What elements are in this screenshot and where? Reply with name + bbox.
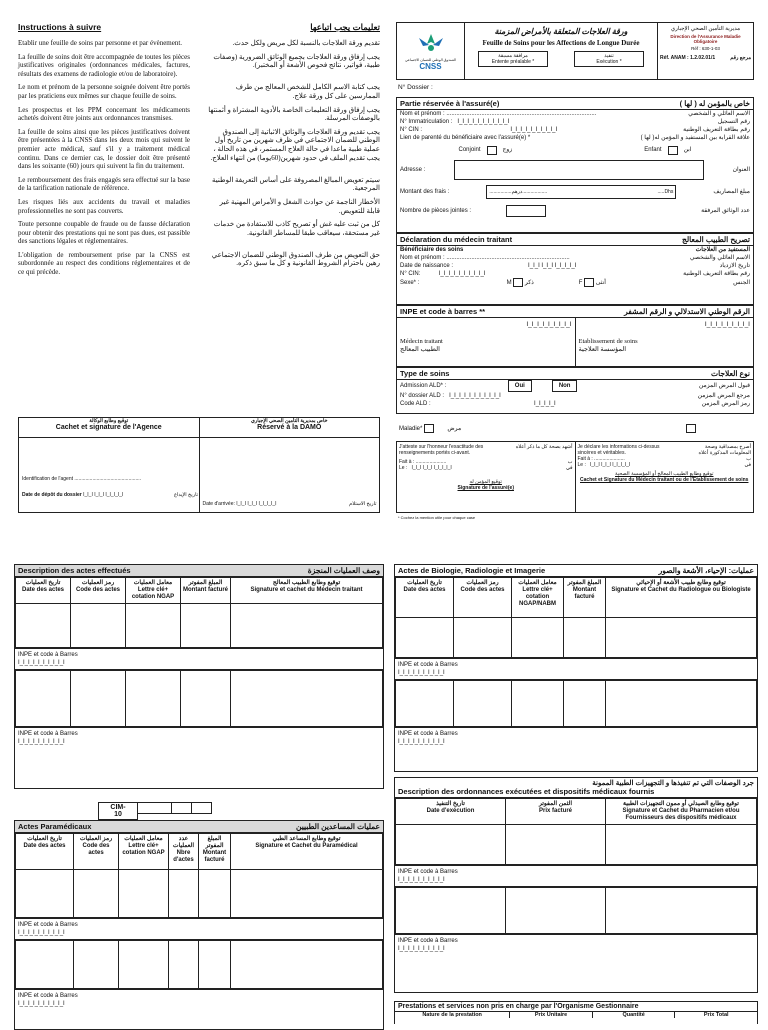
instruction-text-ar: الأخطار الناجمة عن حوادث الشغل و الأمراض المهنية غير قابلة للتعويض. (219, 197, 380, 215)
cim-field-2[interactable] (172, 802, 192, 814)
adresse-ar: العنوان (732, 167, 750, 173)
non-button[interactable]: Non (552, 380, 578, 392)
bio-table (395, 577, 757, 658)
sexe-ar: الجنس (733, 279, 750, 286)
deposit-label: Date de dépôt du dossier (22, 492, 82, 498)
inpe-etab-ar: المؤسسة العلاجية (578, 346, 627, 353)
instruction-text-ar: يجب إرفاق ورقة العلاجات بجميع الوثائق الضرورية (وصفات طبية، فواتير، نتائج فحوص الأشعة أو المختبر). (213, 52, 380, 70)
instructions-title-fr: Instructions à suivre (18, 22, 102, 32)
bio-col-date-ar: تاريخ العمليات (407, 580, 442, 586)
instruction-text-fr: Toute personne coupable de fraude ou de fausse déclaration pour obtenir des prestations qui ne sont pas dues, est passible des sanctions légales et réglementaires. (18, 220, 190, 246)
benef-label: Bénéficiaire des soins (400, 247, 464, 253)
type-soins-section: Type de soins نوع العلاجات Admission ALD* : Oui Non قبول المرض المزمن N° dossier ALD : I_I_I_I_I_I_I_I_I_I_I مرجع المرض المزمن Code ALD : I_I_I_I_I رمز المرض المزمن (396, 367, 754, 414)
arrival-label: Date d'arrivée: (202, 501, 235, 507)
attest-le-ar-2: في (744, 462, 751, 468)
bio-col-lettre-ar: معامل العمليات (518, 580, 557, 586)
naissance-label: Date de naissance : (400, 263, 454, 269)
table-row[interactable] (16, 671, 383, 727)
actes-inpe-1 (15, 648, 383, 670)
para-inpe-1 (15, 918, 383, 940)
agency-left-fr: Cachet et signature de l'Agence (55, 424, 162, 431)
bio-col-sig-fr: Signature et Cachet du Radiologue ou Biologiste (611, 587, 751, 593)
barcode: I_I_I_I_I_I_I_I_I_I (398, 739, 445, 745)
instruction-item (18, 251, 380, 277)
maladie-right-checkbox[interactable] (686, 424, 696, 433)
admission-label: Admission ALD* : (400, 383, 447, 389)
para-col-code-ar: رمز العمليات (79, 836, 113, 842)
prestations-section (394, 1001, 758, 1024)
montant-label: Montant des frais : (400, 189, 450, 195)
arrival-label-ar: تاريخ الاستلام (349, 501, 377, 507)
para-col-date-ar: تاريخ العمليات (27, 836, 62, 842)
table-row[interactable] (16, 604, 383, 648)
sexe-f-ar: أنثى (595, 280, 606, 287)
adresse-label: Adresse : (400, 167, 426, 173)
bio-inpe-2 (395, 727, 757, 748)
actes-col-montant-ar: المبلغ المفوتر (188, 580, 223, 586)
pieces-field[interactable] (506, 205, 546, 217)
ord-col-prix-ar: الثمن المفوتر (538, 801, 573, 807)
medecin-title-fr: Déclaration du médecin traitant (400, 235, 513, 244)
actes-col-lettre-fr: Lettre clé+ cotation NGAP (131, 587, 175, 600)
attest-right-fr: Je déclare les informations ci-dessus sincères et véritables. (577, 444, 660, 456)
para-col-sig-fr: Signature et Cachet du Paramédical (255, 843, 358, 849)
instruction-text-ar: تقديم ورقة العلاجات بالنسبة لكل مريض ولكل حدث. (232, 39, 380, 47)
actes-title-fr: Description des actes effectués (18, 566, 131, 575)
bio-title-fr: Actes de Biologie, Radiologie et Imagerie (398, 566, 546, 575)
instruction-text-fr: Les prospectus et les PPM concernant les médicaments achetés doivent être joints aux ordonnances transmises. (18, 105, 190, 123)
cim-field-3[interactable] (192, 802, 212, 814)
para-col-montant-fr: Montant facturé (202, 850, 227, 863)
barcode: I_I_I_I_I_I_I_I_I_I (18, 1001, 65, 1007)
bio-col-code-ar: رمز العمليات (466, 580, 499, 586)
attest-fait-ar-2: ب (746, 456, 751, 462)
para-section (14, 820, 384, 1030)
para-inpe-2 (15, 989, 383, 1010)
sexe-m-ar: ذكر (524, 280, 534, 287)
sexe-label: Sexe* : (400, 279, 420, 286)
attest-le: Le : (399, 465, 408, 471)
adresse-field[interactable] (454, 160, 704, 180)
para-col-nbre-fr: Nbre d'actes (173, 850, 194, 863)
form-header (396, 22, 754, 80)
ordonnances-title-ar: جرد الوصفات التي تم تنفيذها و التجهيزات الطبية الممونة (592, 780, 754, 787)
med-nom-ar: الاسم العائلي والشخصي (689, 255, 750, 261)
instruction-item (18, 220, 380, 246)
assure-nom-label: Nom et prénom (400, 111, 442, 117)
instruction-text-ar: حق التعويض من طرف الصندوق الوطني للضمان الاجتماعي رهين باحترام الشروط القانونية و كل ما سبق ذكره. (211, 250, 380, 268)
benef-ar: المستفيد من العلاجات (695, 247, 750, 253)
para-title-fr: Actes Paramédicaux (18, 822, 92, 831)
instruction-text-fr: Etablir une feuille de soins par personne et par évènement. (18, 39, 183, 47)
bio-col-montant-ar: المبلغ المفوتر (567, 580, 602, 586)
barcode: I_I_I_I_I_I_I_I_I_I (18, 739, 65, 745)
cim-label: CIM-10 (98, 802, 138, 820)
barcode: I_I_I_I_I_I_I_I_I_I (18, 930, 65, 936)
attest-left-ar: أشهد بصحة كل ما ذكر أعلاه (515, 444, 573, 450)
option-execution[interactable] (574, 51, 644, 67)
pieces-label: Nombre de pièces jointes : (400, 208, 472, 214)
bio-col-date-fr: Date des actes (403, 587, 446, 593)
inpe-med-ar: الطبيب المعالج (400, 346, 440, 353)
medecin-title-ar: تصريح الطبيب المعالج (682, 235, 750, 244)
ref-code: Réf : 630-1-03 (691, 46, 720, 51)
actes-col-code-ar: رمز العمليات (81, 580, 115, 586)
para-col-montant-ar: المبلغ المفوتر (205, 836, 224, 849)
ref-anam-ar: مرجع رقم (730, 55, 751, 61)
assure-lien-label: Lien de parenté du bénéficiaire avec l'assuré(e) * (400, 135, 531, 141)
instruction-text-fr: La feuille de soins ainsi que les pièces justificatives doivent être présentées à la CNSS dans les deux mois qui suivent le premier acte médical, sauf s'il y a traitement médical continu. Dans ce dernier cas, le dossier doit être présenté dans les soixante (60) jours qui suivent la fin du traitement. (18, 127, 190, 171)
agency-box: توقيع وطابع الوكالة Cachet et signature de l'Agence خاص بمديرية التأمين الصحي الإجباري Réservé à la DAMO Identification de l'agent ................................................ Date de dépôt du dossier I_I_I I_I_I I_I_I_I_I تاريخ الإيداع Date d'arrivée: I_I_I I_I_I I_I_I_I_I تاريخ الاستلام (18, 417, 380, 513)
montant-ar: مبلغ المصاريف (713, 189, 750, 195)
type-soins-title-ar: نوع العلاجات (711, 369, 750, 378)
actes-col-code-fr: Code des actes (75, 587, 121, 593)
actes-col-sig-fr: Signature et cachet du Médecin traitant (250, 587, 363, 593)
barcode: I_I_I_I_I_I_I_I_I_I (18, 660, 65, 666)
instruction-text-ar: يجب تقديم ورقة العلاجات والوثائق الاثباتية إلى الصندوق الوطني للضمان الاجتماعي في ظرف شهرين من تاريخ أول عملية طبية ماعدا في حالة العلاج المستمر، في هذه الحالة ، يجب تقديم الملف في حدود شهرين(60يوما) من انتهاء العلاج. (210, 127, 380, 162)
inpe-section: INPE et code à barres ** الرقم الوطني الاستدلالي و الرقم المشفر I_I_I_I_I_I_I_I_I Médecin traitant الطبيب المعالج I_I_I_I_I_I_I_I_I Etablissement de soins المؤسسة العلاجية (396, 305, 754, 367)
instruction-text-fr: L'obligation de remboursement prise par la CNSS est subordonnée au respect des conditions réglementaires et de ce qui précède. (18, 250, 190, 277)
instruction-item (18, 53, 380, 79)
para-col-code-fr: Code des actes (82, 843, 110, 856)
code-ald-ar: رمز المرض المزمن (701, 401, 750, 407)
prest-col-prix-total: Prix Total (703, 1012, 729, 1018)
actes-table (15, 577, 383, 648)
assure-title-ar: خاص بالمؤمن له ( لها ) (679, 99, 750, 108)
attestation-section: J'atteste sur l'honneur l'exactitude des renseignements portés ci-avant. أشهد بصحة كل ما ذكر أعلاه Fait à : ...................... ب Le : I_I_I I_I_I I_I_I_I_I في توقيع المؤمن له Signature de l'assuré(e) Je déclare les informations ci-dessus sincères et véritables. أصرح بمصداقية وصحة المعلومات المذكورة أعلاه Fait à : ...................... ب Le : I_I_I I_I_I I_I_I_I_I في توقيع وطابع الطبيب المعالج أو المؤسسة الصحية Cachet et Signature du Médecin traitant ou de l'Etablissement de soins (396, 441, 754, 513)
instruction-text-ar: كل من ثبت عليه غش أو تصريح كاذب للاستفادة من خدمات غير مستحقة، سيعاقب طبقا للمساطر القانونية. (213, 220, 380, 237)
footnote: * Cochez la mention utile pour chaque case (398, 515, 476, 520)
inpe-label: INPE et code à Barres (18, 731, 78, 737)
actes-col-sig-ar: توقيع وطابع الطبيب المعالج (272, 580, 341, 586)
instruction-item (18, 39, 380, 48)
bio-inpe-1 (395, 658, 757, 680)
assure-section: Partie réservée à l'assuré(e) خاص بالمؤمن له ( لها ) Nom et prénom : .......................................................................................... الاسم العائلي و الشخصي N° Immatriculation : I_I_I_I_I_I_I_I_I_I_I رقم التسجيل N° CIN : I_I_I_I_I_I_I_I_I_I رقم بطاقة التعريف الوطنية Lien de parenté du bénéficiaire avec l'assuré(e) * علاقة القرابة بين المستفيد و المؤمن له( لها ) Conjoint زوج Enfant ابن Adresse : العنوان Montant des frais : ................درهم.................. .....Dhs مبلغ المصاريف Nombre de pièces jointes : عدد الوثائق المرفقة (396, 97, 754, 233)
instruction-item (18, 198, 380, 215)
inpe-label: INPE et code à Barres (18, 993, 78, 999)
instruction-item (18, 106, 380, 123)
bio-section (394, 564, 758, 772)
option-execution-fr: Exécution * (596, 59, 622, 65)
ordonnances-table-2 (395, 887, 757, 934)
attest-le-2: Le : (577, 462, 586, 468)
attest-fait-2: Fait à (577, 456, 591, 462)
para-col-lettre-fr: Lettre clé+ cotation NGAP (122, 843, 165, 856)
instruction-text-ar: يجب إرفاق ورقة التعليمات الخاصة بالأدوية المشتراة و أثمنتها بالوصفات المرسلة. (208, 105, 380, 123)
table-row[interactable] (396, 888, 757, 934)
inpe-title-ar: الرقم الوطني الاستدلالي و الرقم المشفر (624, 307, 750, 316)
option-entente-fr: Entente préalable * (491, 59, 535, 65)
dossier-label: N° Dossier : (398, 84, 433, 91)
option-entente-ar: مرافقة مسبقة (498, 53, 528, 59)
inpe-med-fr: Médecin traitant (400, 338, 443, 345)
ord-col-date-ar: تاريخ التنفيذ (436, 801, 465, 807)
table-row[interactable] (396, 681, 757, 727)
bio-col-code-fr: Code des actes (460, 587, 505, 593)
sig-right-ar: توقيع وطابع الطبيب المعالج أو المؤسسة الصحية (615, 471, 714, 477)
assure-cin-ar: رقم بطاقة التعريف الوطنية (683, 127, 750, 133)
inpe-label: INPE et code à Barres (18, 652, 78, 658)
prest-col-quantite: Quantité (593, 1012, 676, 1018)
form-title-ar: ورقة العلاجات المتعلقة بالأمراض المزمنة (494, 27, 628, 36)
actes-col-montant-fr: Montant facturé (183, 587, 228, 593)
med-nom-label: Nom et prénom (400, 255, 442, 261)
actes-section (14, 564, 384, 789)
bio-table-2 (395, 680, 757, 727)
assure-title-fr: Partie réservée à l'assuré(e) (400, 99, 500, 108)
inpe-etab-fr: Etablissement de soins (578, 338, 638, 345)
attest-left-fr: J'atteste sur l'honneur l'exactitude des renseignements portés ci-avant. (399, 444, 484, 456)
naissance-ar: تاريخ الازدياد (719, 263, 750, 269)
maladie-label: Maladie* (399, 426, 423, 433)
barcode: I_I_I_I_I_I_I_I_I_I (398, 877, 445, 883)
actes-col-lettre-ar: معامل العمليات (133, 580, 173, 586)
para-col-date-fr: Date des actes (23, 843, 66, 849)
attest-fait: Fait à (399, 459, 412, 465)
ord-inpe-2 (395, 934, 757, 955)
instruction-text-ar: يجب كتابة الاسم الكامل للشخص المعالج من طرف الممارسين على كل ورقة علاج. (235, 83, 380, 100)
cnss-logo-text: CNSS (419, 61, 442, 71)
para-title-ar: عمليات المساعدين الطبيين (296, 822, 380, 831)
assure-immat-label: N° Immatriculation : (400, 119, 453, 125)
maladie-row (396, 424, 754, 433)
sexe-f-checkbox[interactable] (584, 278, 594, 287)
pieces-ar: عدد الوثائق المرفقة (701, 208, 750, 214)
cim-field-1[interactable] (138, 802, 172, 814)
instruction-item (18, 128, 380, 171)
attest-le-ar: في (565, 465, 573, 471)
assure-cin-label: N° CIN : (400, 127, 423, 133)
option-execution-ar: تنفيذ (604, 53, 614, 59)
para-table (15, 833, 383, 918)
instruction-text-fr: Le remboursement des frais engagés sera effectué sur la base de la tarification nationale de référence. (18, 175, 190, 193)
dir-fr: Direction de l'Assurance Maladie Obligatoire (670, 34, 741, 44)
ordonnances-title-fr: Description des ordonnances exécutées et dispositifs médicaux fournis (398, 787, 655, 796)
actes-title-ar: وصف العمليات المنجزة (307, 566, 380, 575)
table-row[interactable] (396, 825, 757, 865)
bio-col-sig-ar: توقيع وطابع طبيب الأشعة أو الإحيائي (636, 580, 726, 586)
sig-left: Signature de l'assuré(e) (457, 485, 514, 491)
agent-id-label: Identification de l'agent (22, 476, 73, 482)
form-title-fr: Feuille de Soins pour les Affections de Longue Durée (482, 39, 640, 47)
instructions-panel (18, 22, 380, 417)
instruction-text-fr: La feuille de soins doit être accompagnée de toutes les pièces justificatives originales (ordonnances médicales, factures, résultats des examens de radiologie et/ou de laboratoire). (18, 52, 190, 78)
dhs-label: Dhs (664, 189, 674, 195)
sig-right: Cachet et Signature du Médecin traitant ou de l'Etablissement de soins (580, 477, 749, 483)
inpe-label: INPE et code à Barres (398, 869, 458, 875)
prest-col-nature: Nature de la prestation (395, 1012, 510, 1018)
para-table-2 (15, 940, 383, 989)
instruction-text-fr: Les risques liés aux accidents du travail et maladies professionnelles ne sont pas couverts. (18, 197, 190, 215)
sexe-m-checkbox[interactable] (513, 278, 523, 287)
inpe-label: INPE et code à Barres (398, 662, 458, 668)
agency-right-ar: خاص بمديرية التأمين الصحي الإجباري (250, 418, 328, 424)
inpe-label: INPE et code à Barres (18, 922, 78, 928)
cnss-logo-sub: الصندوق الوطني للضمان الاجتماعي (404, 57, 457, 62)
dossier-ald-label: N° dossier ALD : (400, 393, 445, 399)
ref-anam: Réf. ANAM : 1.2.02.01/1 (660, 55, 716, 61)
oui-button[interactable]: Oui (508, 380, 532, 392)
inpe-label: INPE et code à Barres (398, 938, 458, 944)
enfant-ar: ابن (683, 147, 692, 153)
enfant-checkbox[interactable] (668, 146, 678, 155)
actes-col-date-ar: تاريخ العمليات (25, 580, 61, 586)
maladie-checkbox[interactable] (424, 424, 434, 433)
instruction-text-ar: سيتم تعويض المبالغ المصروفة على أساس التعريفة الوطنية المرجعية. (212, 175, 380, 193)
medecin-section: Déclaration du médecin traitant تصريح الطبيب المعالج Bénéficiaire des soins المستفيد من العلاجات Nom et prénom : .......................................................................... الاسم العائلي والشخصي Date de naissance : I_I_I I_I_I I_I_I_I_I تاريخ الازدياد N° CIN: I_I_I_I_I_I_I_I_I_I رقم بطاقة التعريف الوطنية Sexe* : M ذكر F أنثى الجنس (396, 233, 754, 305)
ord-col-sig-ar: توقيع وطابع الصيدلي أو ممون التجهيزات الطبية (623, 801, 739, 807)
instructions-title-ar: تعليمات يجب اتباعها (310, 22, 380, 32)
sig-left-ar: توقيع المؤمن له (469, 479, 502, 485)
ord-col-prix-fr: Prix facturé (538, 808, 572, 814)
ordonnances-table (395, 798, 757, 865)
bio-title-ar: عمليات: الإحياء، الأشعة والصور (658, 566, 754, 575)
ord-inpe-1 (395, 865, 757, 887)
admission-ar: قبول المرض المزمن (698, 383, 750, 389)
cim-row (98, 802, 212, 820)
code-ald-label: Code ALD : (400, 401, 431, 407)
dirhams-ar: درهم (511, 189, 523, 195)
para-col-nbre-ar: عدد العمليات (172, 836, 195, 849)
deposit-label-ar: تاريخ الإيداع (174, 492, 198, 498)
maladie-ar: مرض (447, 426, 462, 433)
attest-fait-ar: ب (567, 459, 573, 465)
bio-col-lettre-fr: Lettre clé+ cotation NGAP/NABM (519, 587, 556, 607)
instruction-text-fr: Le nom et prénom de la personne soignée doivent être portés par les praticiens eux mêmes sur chaque feuille de soins. (18, 83, 190, 100)
table-row[interactable] (16, 870, 383, 918)
para-col-sig-ar: توقيع وطابع المساعد الطبي (272, 836, 341, 842)
agency-left-ar: توقيع وطابع الوكالة (89, 418, 129, 424)
dossier-ald-ar: مرجع المرض المزمن (697, 393, 750, 399)
assure-nom-ar: الاسم العائلي و الشخصي (688, 111, 750, 117)
conjoint-ar: زوج (502, 147, 513, 153)
attest-right-ar: أصرح بمصداقية وصحة المعلومات المذكورة أعلاه (698, 444, 751, 456)
conjoint-checkbox[interactable] (487, 146, 497, 155)
ord-col-sig-fr: Signature et Cachet du Pharmacien et/ou Fournisseurs des dispositifs médicaux (622, 808, 740, 821)
barcode: I_I_I_I_I_I_I_I_I_I (398, 946, 445, 952)
prest-col-prix-unitaire: Prix Unitaire (510, 1012, 593, 1018)
med-cin-label: N° CIN: (400, 271, 421, 277)
option-entente[interactable] (478, 51, 548, 67)
sexe-m-label: M (506, 280, 512, 287)
table-row[interactable] (396, 618, 757, 658)
agency-right-fr: Réservé à la DAMO (257, 424, 322, 431)
type-soins-title-fr: Type de soins (400, 369, 450, 378)
inpe-label: INPE et code à Barres (398, 731, 458, 737)
inpe-title-fr: INPE et code à barres ** (400, 307, 486, 316)
para-col-lettre-ar: معامل العمليات (124, 836, 163, 842)
actes-col-date-fr: Date des actes (21, 587, 65, 593)
instruction-item (18, 176, 380, 193)
ord-col-date-fr: Date d'exécution (426, 808, 475, 814)
dir-ar: مديرية التأمين الصحي الإجباري (670, 26, 741, 32)
cnss-logo-icon (411, 32, 451, 58)
actes-inpe-2 (15, 727, 383, 748)
assure-lien-ar: علاقة القرابة بين المستفيد و المؤمن له( لها ) (640, 135, 750, 141)
barcode: I_I_I_I_I_I_I_I_I_I (398, 670, 445, 676)
med-cin-ar: رقم بطاقة التعريف الوطنية (683, 271, 750, 277)
actes-table-2 (15, 670, 383, 727)
assure-immat-ar: رقم التسجيل (717, 119, 750, 125)
montant-field[interactable]: ................درهم.................. .....Dhs (486, 185, 676, 199)
enfant-label: Enfant (644, 147, 662, 153)
ordonnances-section (394, 777, 758, 993)
instruction-item (18, 83, 380, 100)
table-row[interactable] (16, 941, 383, 989)
conjoint-label: Conjoint (458, 147, 481, 153)
sexe-f-label: F (578, 280, 583, 287)
bio-col-montant-fr: Montant facturé (572, 587, 597, 600)
prestations-title: Prestations et services non pris en charge par l'Organisme Gestionnaire (395, 1002, 757, 1012)
